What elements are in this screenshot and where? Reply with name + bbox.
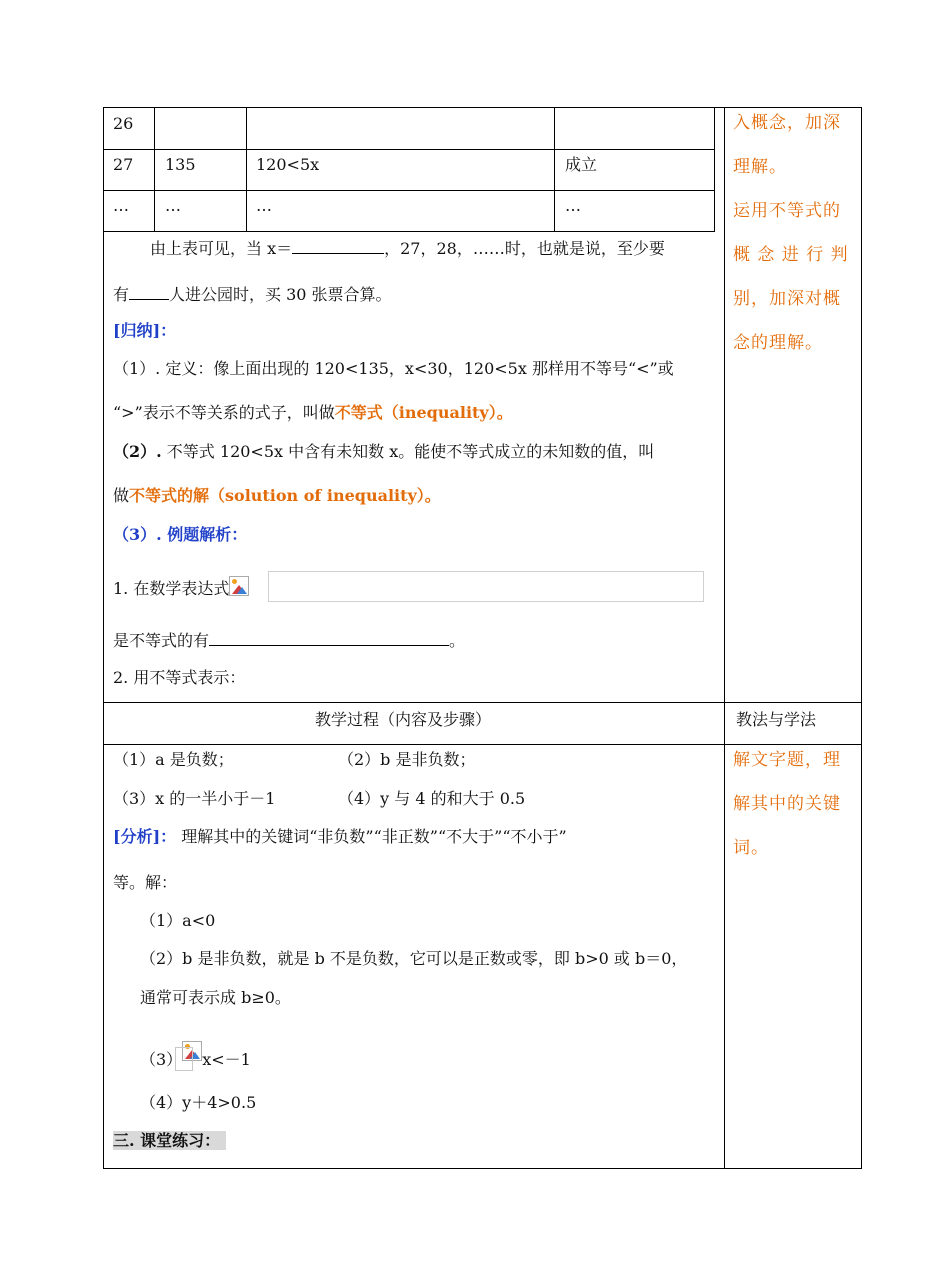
- term-inequality: 不等式（inequality）。: [334, 403, 513, 422]
- definition-line-2: [113, 403, 513, 423]
- definition-line-1: （1）. 定义：像上面出现的 120<135，x<30，120<5x 那样用不等号“<”或: [113, 359, 674, 378]
- section-3-heading: [113, 1131, 226, 1151]
- text-span: 是不等式的有: [113, 631, 210, 650]
- solution-line-2: [113, 486, 441, 506]
- side-note-line: 运用不等式的: [733, 201, 841, 221]
- side-note-line: 念的理解。: [733, 333, 823, 353]
- text-span: 做: [113, 486, 130, 505]
- inner-row-line-2: [103, 190, 715, 191]
- header-process: 教学过程（内容及步骤）: [315, 710, 492, 729]
- frame-bottom: [103, 1168, 862, 1169]
- column-divider: [724, 107, 725, 1169]
- table-cell: …: [165, 196, 181, 215]
- question-2: （2）b 是非负数；: [338, 750, 476, 769]
- text-span: 人进公园时，买 30 张票合算。: [169, 285, 392, 304]
- table-cell: 26: [113, 114, 134, 133]
- side-note-line: 解其中的关键: [733, 794, 841, 814]
- paragraph-line: [113, 283, 392, 305]
- inner-row-line-1: [103, 149, 715, 150]
- text-span: x<－1: [202, 1050, 251, 1069]
- example-2-line: 2. 用不等式表示：: [113, 668, 246, 687]
- text-span: “>”表示不等关系的式子，叫做: [113, 403, 335, 422]
- question-1: （1）a 是负数；: [113, 750, 234, 769]
- inner-table-right: [714, 107, 715, 232]
- summary-label: [归纳]：: [113, 321, 177, 340]
- header-method: 教法与学法: [736, 710, 817, 729]
- fraction-image-box: [175, 1047, 193, 1071]
- example-heading: （3）. 例题解析：: [113, 525, 248, 544]
- table-cell: …: [256, 196, 272, 215]
- table-cell: …: [565, 196, 581, 215]
- answer-1: （1）a<0: [140, 911, 216, 930]
- text-span: 由上表可见，当 x＝: [150, 239, 293, 258]
- inner-col-line-1: [154, 107, 155, 232]
- question-4: （4）y 与 4 的和大于 0.5: [338, 789, 526, 808]
- frame-right: [861, 107, 862, 1169]
- table-cell: 135: [165, 155, 196, 174]
- text-span: 1. 在数学表达式: [113, 579, 230, 598]
- text-span: ，27，28，……时，也就是说，至少要: [384, 239, 665, 258]
- frame-left: [103, 107, 104, 1169]
- answer-2: （2）b 是非负数，就是 b 不是负数，它可以是正数或零，即 b>0 或 b＝0，: [140, 949, 688, 968]
- text-span: （3）: [140, 1050, 183, 1069]
- analysis-line-2: 等。解：: [113, 873, 178, 892]
- text-span: 有: [113, 285, 130, 304]
- expression-image-box: [268, 571, 704, 602]
- side-note-line: 概 念 进 行 判: [733, 245, 849, 265]
- table-cell: 120<5x: [256, 155, 320, 174]
- side-note-line: 入概念，加深: [733, 113, 841, 133]
- question-3: （3）x 的一半小于－1: [113, 789, 276, 808]
- table-cell: 成立: [565, 155, 598, 174]
- answer-4: （4）y＋4>0.5: [140, 1093, 257, 1112]
- paragraph-line: [150, 237, 665, 259]
- header-top-line: [103, 702, 862, 703]
- inner-col-line-3: [554, 107, 555, 232]
- side-note-line: 词。: [733, 838, 769, 858]
- side-notes-lower: [733, 738, 857, 870]
- answer-3: [140, 1041, 251, 1070]
- text-span: 。: [449, 631, 466, 650]
- side-note-line: 理解。: [733, 157, 787, 177]
- analysis-line: [113, 827, 567, 847]
- text-span: 三. 课堂练习：: [113, 1131, 226, 1150]
- analysis-label: [分析]：: [113, 827, 177, 846]
- text-span: 不等式 120<5x 中含有未知数 x。能使不等式成立的未知数的值，叫: [161, 442, 655, 461]
- inner-col-line-2: [246, 107, 247, 232]
- table-cell: 27: [113, 155, 134, 174]
- example-1-answer-line: [113, 629, 465, 651]
- text-span: （2）.: [113, 442, 162, 461]
- answer-2b: 通常可表示成 b≥0。: [140, 988, 291, 1007]
- side-note-line: 解文字题，理: [733, 750, 841, 770]
- inner-row-line-3: [103, 231, 715, 232]
- fill-blank: [129, 283, 169, 300]
- text-span: 理解其中的关键词“非负数”“非正数”“不大于”“不小于”: [176, 827, 567, 846]
- side-notes-upper: [733, 101, 857, 365]
- fill-blank: [292, 237, 384, 254]
- side-note-line: 别，加深对概: [733, 289, 841, 309]
- term-solution: 不等式的解（solution of inequality）。: [129, 486, 441, 505]
- solution-line-1: [113, 442, 654, 462]
- example-1-line: [113, 576, 249, 599]
- fill-blank: [209, 629, 449, 646]
- table-cell: …: [113, 196, 129, 215]
- broken-image-icon: [229, 576, 249, 596]
